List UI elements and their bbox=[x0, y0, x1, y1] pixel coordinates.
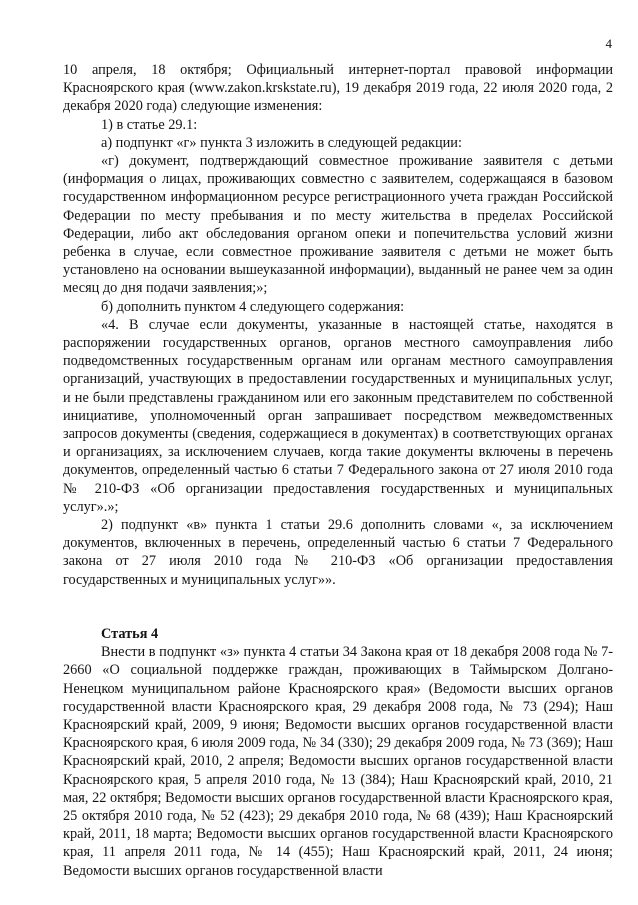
paragraph-intro-continuation: 10 апреля, 18 октября; Официальный интернет-портал правовой информации Красноярского края (www.zakon.krskstate.ru), 19 декабря 2019 года, 22 июля 2020 года, 2 декабря 2020 года) следующие изменения: bbox=[63, 62, 613, 115]
paragraph-article-4-body: Внести в подпункт «з» пункта 4 статьи 34 Закона края от 18 декабря 2008 года № 7-2660 «О социальной поддержке граждан, проживающих в Таймырском Долгано-Ненецком муниципальном районе Красноярского края» (Ведомости высших органов государственной власти Красноярского края, 29 декабря 2008 года, № 73 (294); Наш Красноярский край, 2009, 9 июня; Ведомости высших органов государственной власти Красноярского края, 6 июля 2009 года, № 34 (330); 29 декабря 2009 года, № 73 (369); Наш Красноярский край, 2010, 2 апреля; Ведомости высших органов государственной власти Красноярского края, 5 апреля 2010 года, № 13 (384); Наш Красноярский край, 2010, 21 мая, 22 октября; Ведомости высших органов государственной власти Красноярского края, 25 октября 2010 года, № 52 (423); 29 декабря 2010 года, № 68 (439); Наш Красноярский край, 2011, 18 марта; Ведомости высших органов государственной власти Красноярского края, 11 апреля 2011 года, № 14 (455); Наш Красноярский край, 2011, 24 июня; Ведомости высших органов государственной власти bbox=[63, 644, 613, 879]
paragraph-item-1: 1) в статье 29.1: bbox=[101, 116, 198, 133]
paragraph-subitem-b: б) дополнить пунктом 4 следующего содержания: bbox=[101, 298, 405, 315]
document-body bbox=[63, 61, 613, 880]
paragraph-subitem-a: а) подпункт «г» пункта 3 изложить в следующей редакции: bbox=[101, 134, 462, 151]
section-spacer bbox=[63, 589, 613, 607]
page-number: 4 bbox=[605, 36, 612, 51]
paragraph-item-2: 2) подпункт «в» пункта 1 статьи 29.6 дополнить словами «, за исключением документов, включенных в перечень, определенный частью 6 статьи 7 Федерального закона от 27 июля 2010 года № 210-ФЗ «Об организации предоставления государственных и муниципальных услуг»». bbox=[63, 517, 613, 588]
paragraph-quote-g: «г) документ, подтверждающий совместное проживание заявителя с детьми (информация о лицах, проживающих совместно с заявителем, содержащаяся в базовом государственном информационном ресурсе регистрационного учета граждан Российской Федерации по месту пребывания и по месту жительства в пределах Российской Федерации, либо акт обследования органом опеки и попечительства условий жизни ребенка в случае, если совместное проживание заявителя с детьми не может быть установлено на основании вышеуказанной информации), выданный не ранее чем за один месяц до дня подачи заявления;»; bbox=[63, 153, 613, 297]
section-spacer bbox=[63, 607, 613, 625]
paragraph-quote-4: «4. В случае если документы, указанные в настоящей статье, находятся в распоряжении государственных органов, органов местного самоуправления либо подведомственных государственным органам или органам местного самоуправления организаций, участвующих в предоставлении государственных и муниципальных услуг, и не были представлены гражданином или его законным представителем по собственной инициативе, уполномоченный орган запрашивает посредством межведомственных запросов документы (сведения, содержащиеся в документах) в соответствующих органах и организациях, за исключением случаев, когда такие документы включены в перечень документов, определенный частью 6 статьи 7 Федерального закона от 27 июля 2010 года № 210-ФЗ «Об организации предоставления государственных и муниципальных услуг».»; bbox=[63, 316, 613, 515]
article-heading: Статья 4 bbox=[101, 625, 159, 642]
